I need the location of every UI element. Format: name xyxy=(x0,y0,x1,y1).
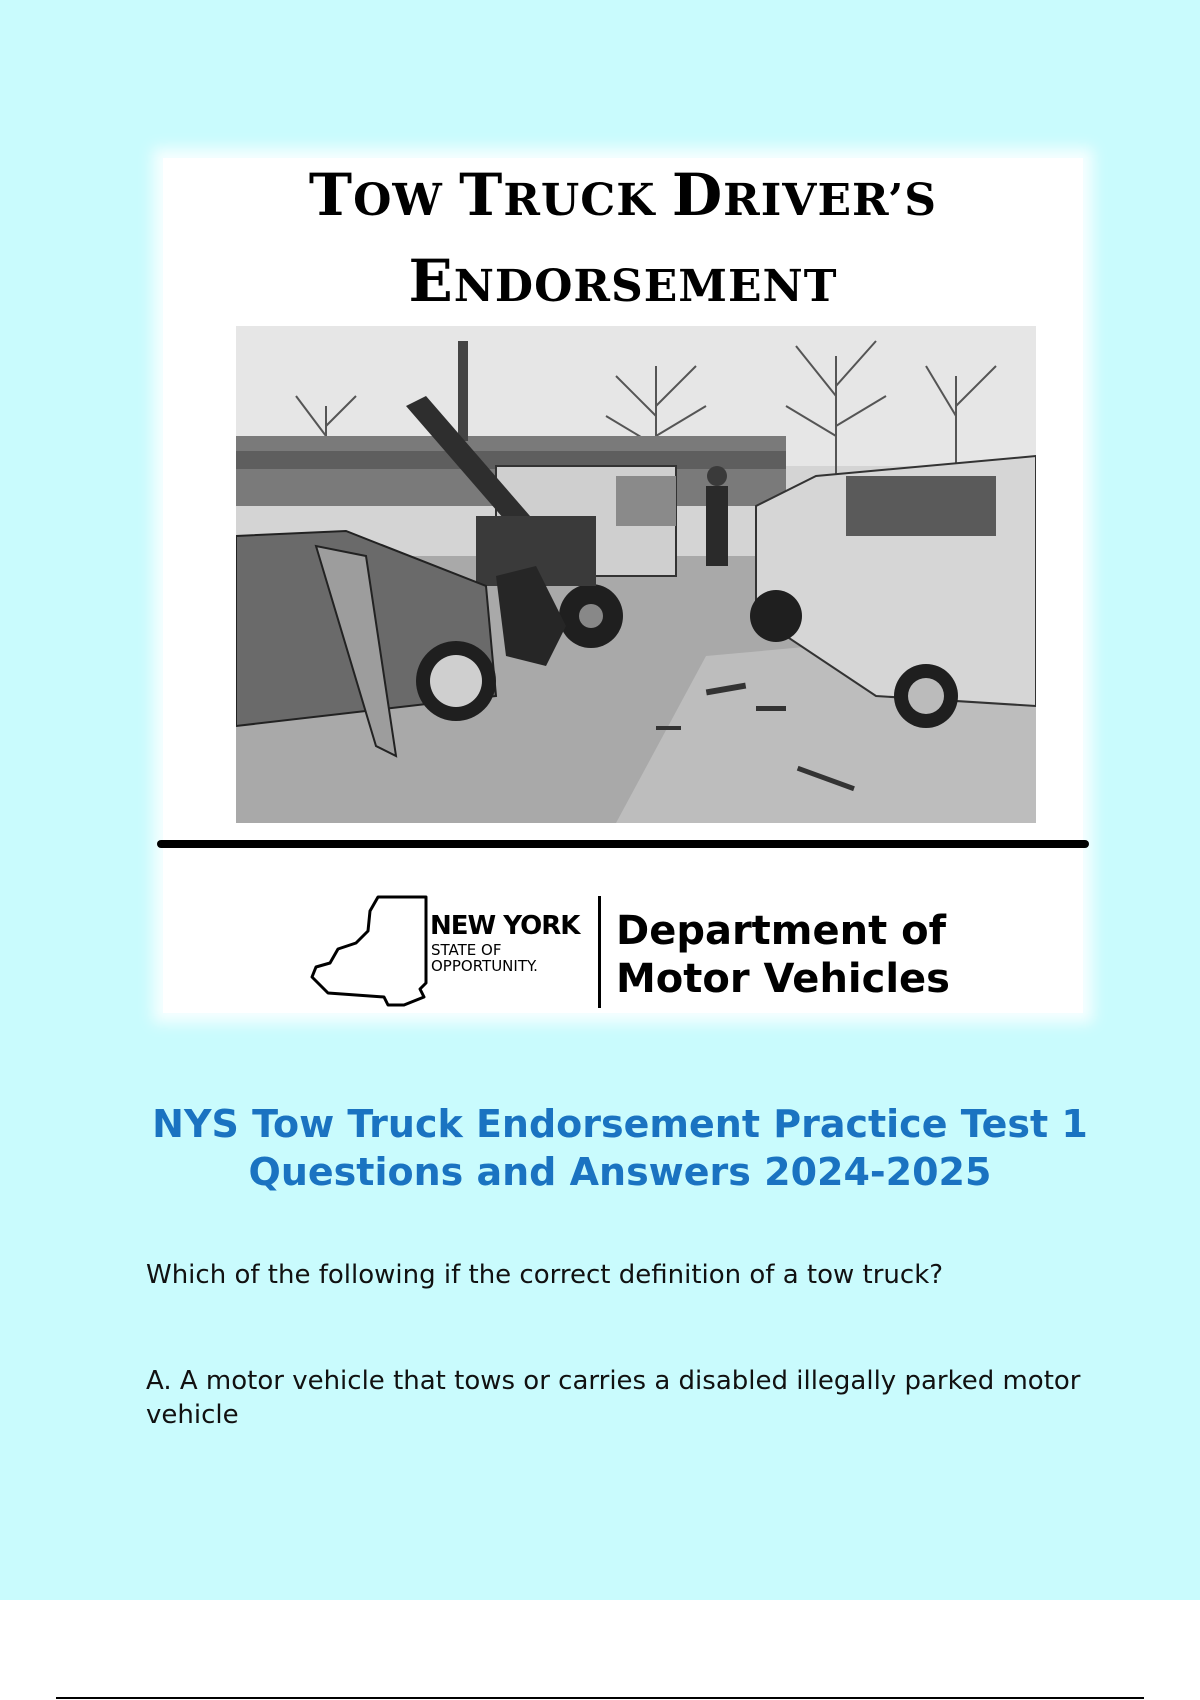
cover-divider-rule xyxy=(157,840,1089,848)
nys-dmv-logo xyxy=(308,893,988,1013)
new-york-state-outline-icon xyxy=(308,893,428,1013)
logo-dept-line-2: Motor Vehicles xyxy=(616,956,950,1002)
tow-truck-photo xyxy=(236,326,1036,823)
cover-image xyxy=(163,158,1083,1013)
footer-rule xyxy=(56,1697,1144,1699)
logo-dept-line-1: Department of xyxy=(616,908,947,954)
logo-tagline-2: OPPORTUNITY. xyxy=(431,957,538,975)
document-title: NYS Tow Truck Endorsement Practice Test 1 Questions and Answers 2024-2025 xyxy=(152,1102,1088,1194)
question-text: Which of the following if the correct definition of a tow truck? xyxy=(146,1260,944,1290)
cover-title-line-2: ENDORSEMENT xyxy=(408,247,838,315)
logo-divider xyxy=(598,896,601,1008)
cover-title-line-1: TOW TRUCK DRIVER’S xyxy=(308,161,938,229)
logo-tagline-1: STATE OF xyxy=(431,941,502,959)
answer-text: A. A motor vehicle that tows or carries a disabled illegally parked motor vehicle xyxy=(146,1366,1081,1430)
logo-state-name: NEW YORK xyxy=(430,911,580,941)
